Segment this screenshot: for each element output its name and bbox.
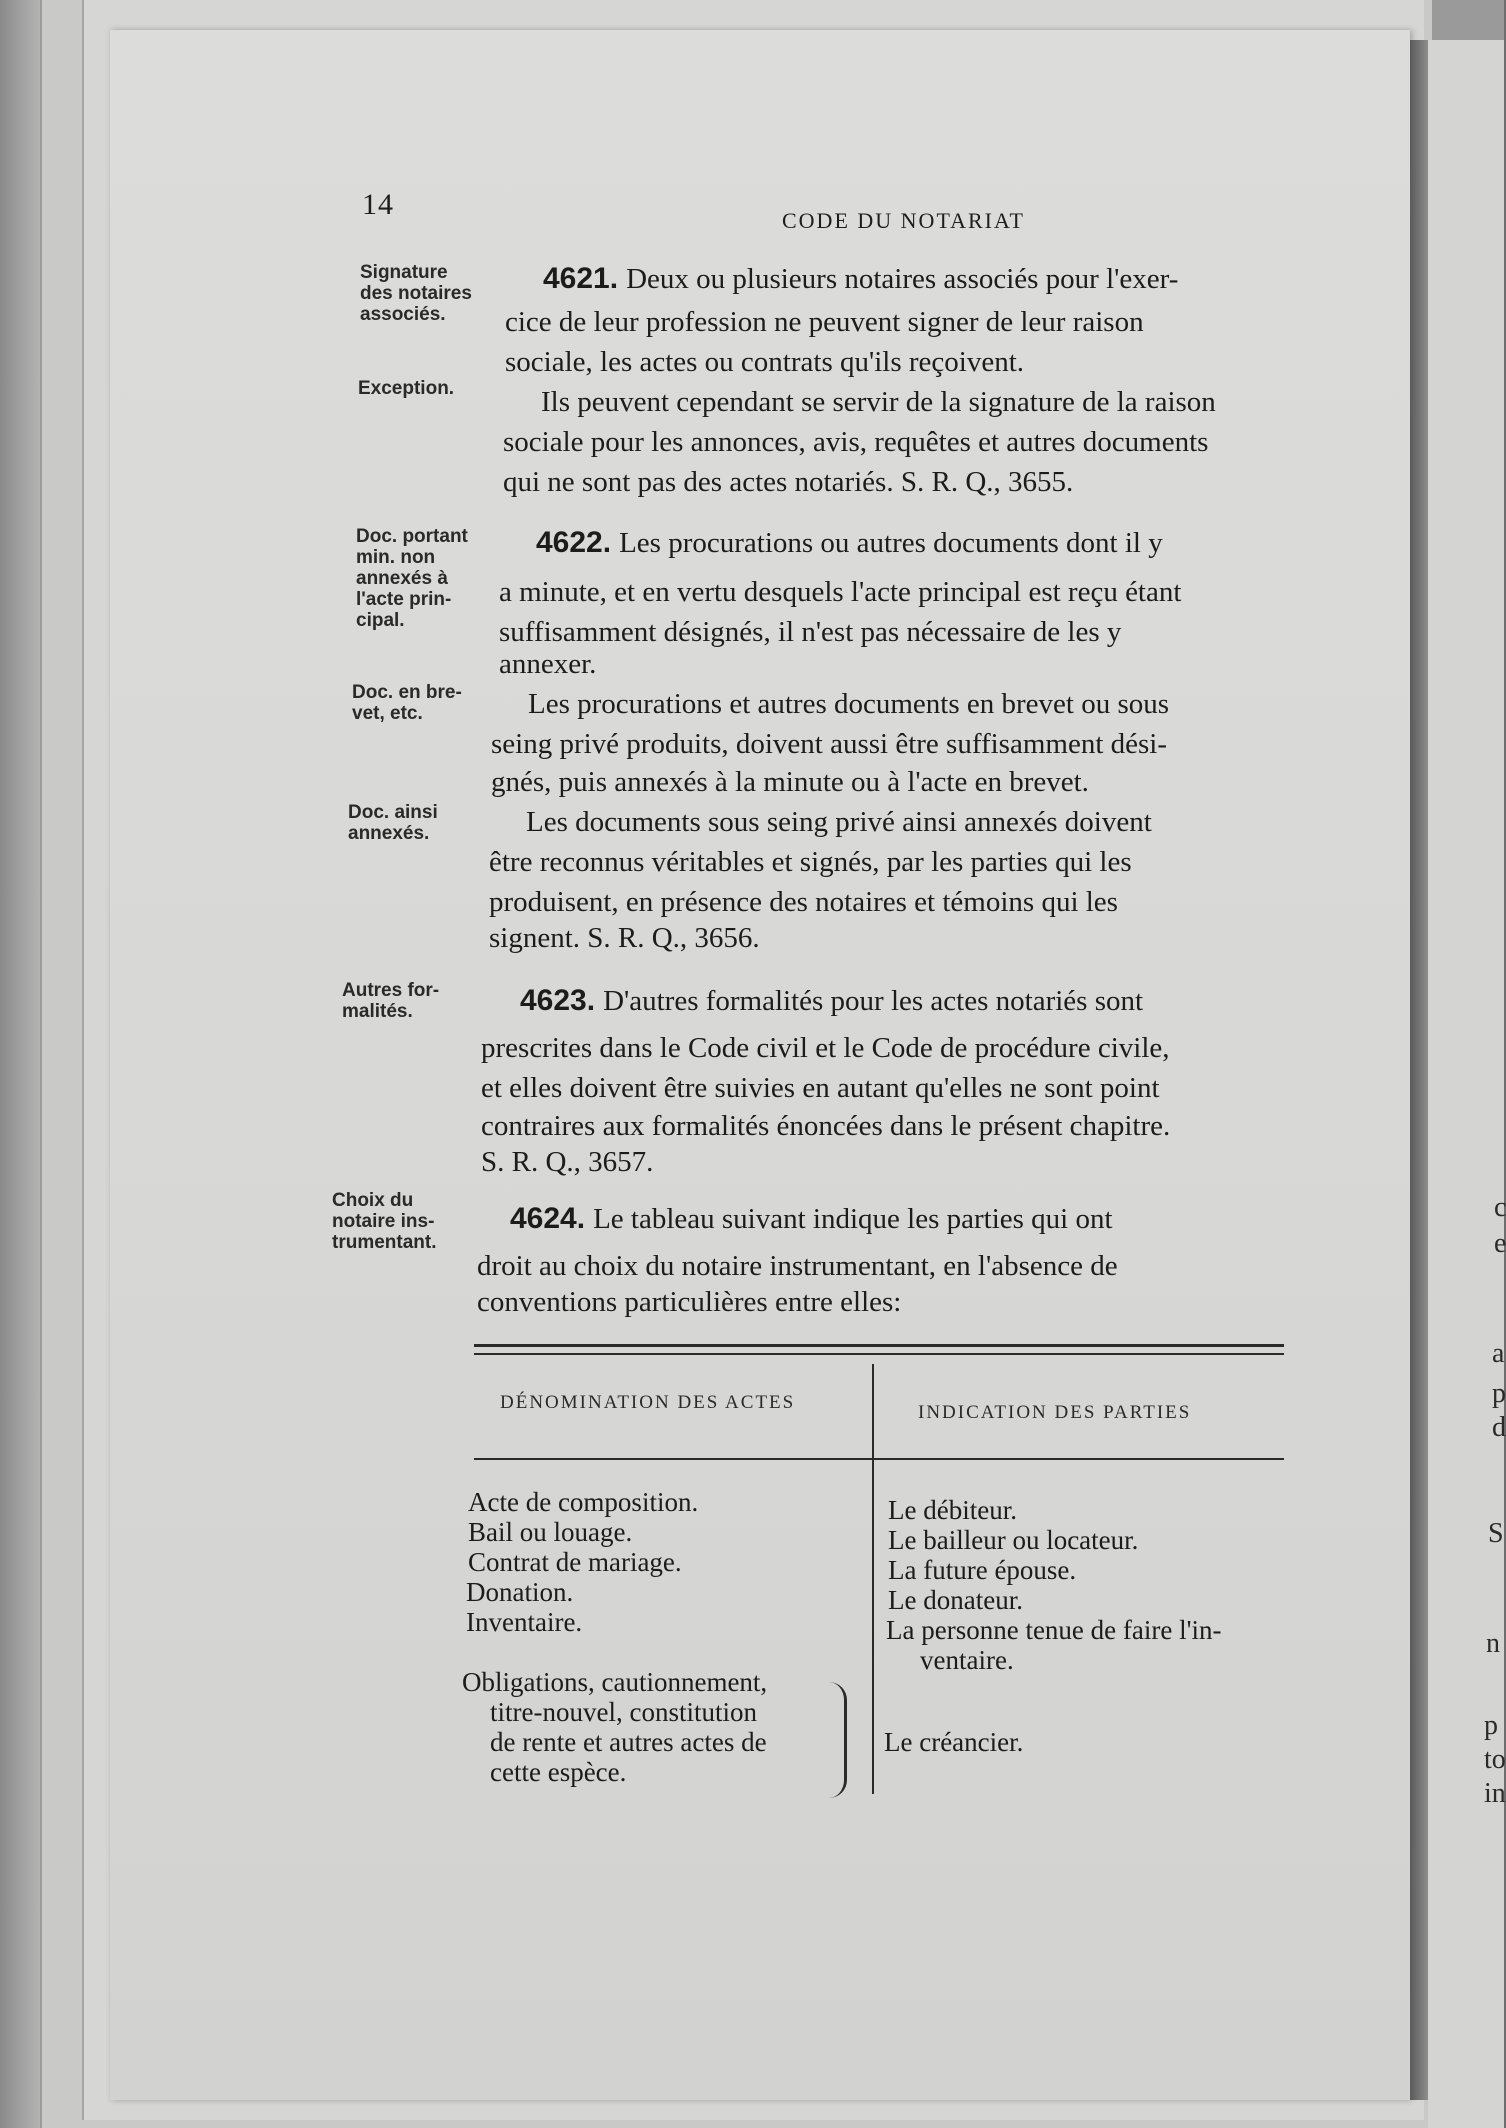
table-cell-acte-group: titre-nouvel, constitution: [490, 1697, 757, 1727]
table-cell-acte-group: Obligations, cautionnement,: [462, 1667, 768, 1697]
table-cell-acte: Acte de composition.: [468, 1487, 699, 1517]
facing-page-fragment: p: [1484, 1710, 1498, 1741]
table-cell-acte: Contrat de mariage.: [468, 1547, 682, 1577]
article-4622-line: seing privé produits, doivent aussi être suffisamment dési-: [491, 728, 1168, 760]
article-number: 4624.: [510, 1202, 586, 1235]
facing-page-fragment: c: [1494, 1192, 1506, 1223]
table-cell-acte-group: cette espèce.: [490, 1757, 627, 1787]
article-number: 4622.: [536, 526, 612, 559]
article-4621-line: sociale pour les annonces, avis, requêtes et autres documents: [503, 426, 1209, 458]
book-spine: [1410, 40, 1428, 2100]
article-4623-line: S. R. Q., 3657.: [481, 1146, 654, 1178]
table-header-rule: [474, 1458, 1284, 1460]
article-4621-line: sociale, les actes ou contrats qu'ils reçoivent.: [505, 346, 1024, 378]
article-4624-line: droit au choix du notaire instrumentant, en l'absence de: [477, 1250, 1118, 1282]
facing-page: [1428, 40, 1504, 2128]
margin-note-autres-formalites: Autres for- malités.: [342, 980, 440, 1022]
table-cell-acte-group: de rente et autres actes de: [490, 1727, 767, 1757]
facing-page-fragment: in: [1484, 1778, 1506, 1809]
table-top-rule-inner: [474, 1353, 1284, 1355]
article-4622-line: être reconnus véritables et signés, par les parties qui les: [489, 846, 1132, 878]
table-cell-partie: ventaire.: [920, 1645, 1014, 1675]
facing-page-fragment: to: [1484, 1744, 1506, 1775]
article-4622-line: 4622. Les procurations ou autres documents dont il y: [536, 526, 1163, 559]
table-cell-acte: Donation.: [466, 1577, 574, 1607]
running-head: CODE DU NOTARIAT: [782, 208, 1025, 233]
grouping-brace: [828, 1682, 847, 1798]
article-4622-line: gnés, puis annexés à la minute ou à l'acte en brevet.: [491, 766, 1089, 798]
book-page: [110, 30, 1410, 2100]
table-cell-acte: Bail ou louage.: [468, 1517, 633, 1547]
article-4623-line: et elles doivent être suivies en autant qu'elles ne sont point: [481, 1072, 1160, 1104]
facing-page-fragment: a: [1492, 1338, 1505, 1369]
article-number: 4621.: [543, 262, 619, 295]
page-number: 14: [362, 188, 394, 221]
article-4621-line: 4621. Deux ou plusieurs notaires associés pour l'exer-: [543, 262, 1179, 295]
margin-note-signature: Signature des notaires associés.: [360, 262, 472, 325]
table-header-indication: INDICATION DES PARTIES: [918, 1402, 1192, 1423]
facing-page-fragment: n: [1486, 1628, 1500, 1659]
margin-note-doc-en-brevet: Doc. en bre- vet, etc.: [352, 682, 462, 724]
margin-note-doc-ainsi-annexes: Doc. ainsi annexés.: [348, 802, 438, 844]
table-cell-acte: Inventaire.: [466, 1607, 583, 1637]
table-cell-partie-group: Le créancier.: [884, 1727, 1024, 1757]
table-cell-partie: Le bailleur ou locateur.: [888, 1525, 1139, 1555]
margin-note-exception: Exception.: [358, 378, 455, 399]
article-4621-line: qui ne sont pas des actes notariés. S. R. Q., 3655.: [503, 466, 1074, 498]
table-cell-partie: Le débiteur.: [888, 1495, 1017, 1525]
article-4621-line: Ils peuvent cependant se servir de la signature de la raison: [541, 386, 1216, 418]
article-number: 4623.: [520, 984, 596, 1017]
article-4624-line: 4624. Le tableau suivant indique les parties qui ont: [510, 1202, 1113, 1235]
article-4622-line: produisent, en présence des notaires et témoins qui les: [489, 886, 1118, 918]
article-4622-line: signent. S. R. Q., 3656.: [489, 922, 760, 954]
table-cell-partie: La personne tenue de faire l'in-: [886, 1615, 1222, 1645]
margin-note-choix-du-notaire: Choix du notaire ins- trumentant.: [332, 1190, 437, 1253]
article-4622-line: Les documents sous seing privé ainsi annexés doivent: [526, 806, 1152, 838]
table-cell-partie: La future épouse.: [888, 1555, 1077, 1585]
article-4623-line: prescrites dans le Code civil et le Code de procédure civile,: [481, 1032, 1170, 1064]
article-4623-line: contraires aux formalités énoncées dans le présent chapitre.: [481, 1110, 1171, 1142]
table-column-divider: [872, 1364, 874, 1794]
facing-page-fragment: p: [1492, 1378, 1506, 1409]
article-4623-line: 4623. D'autres formalités pour les actes notariés sont: [520, 984, 1144, 1017]
article-4621-line: cice de leur profession ne peuvent signer de leur raison: [505, 306, 1144, 338]
facing-page-fragment: S: [1488, 1518, 1504, 1549]
facing-page-fragment: e: [1494, 1228, 1506, 1259]
article-4622-line: Les procurations et autres documents en brevet ou sous: [528, 688, 1170, 720]
article-4624-line: conventions particulières entre elles:: [477, 1286, 902, 1318]
table-cell-partie: Le donateur.: [888, 1585, 1023, 1615]
article-4622-line: annexer.: [499, 648, 597, 680]
facing-page-fragment: d: [1492, 1412, 1506, 1443]
article-4622-line: a minute, et en vertu desquels l'acte principal est reçu étant: [499, 576, 1182, 608]
margin-note-doc-portant-minute: Doc. portant min. non annexés à l'acte prin- cipal.: [356, 526, 468, 631]
article-4622-line: suffisamment désignés, il n'est pas nécessaire de les y: [499, 616, 1122, 648]
table-header-denomination: DÉNOMINATION DES ACTES: [500, 1392, 796, 1413]
table-top-rule: [474, 1344, 1284, 1347]
